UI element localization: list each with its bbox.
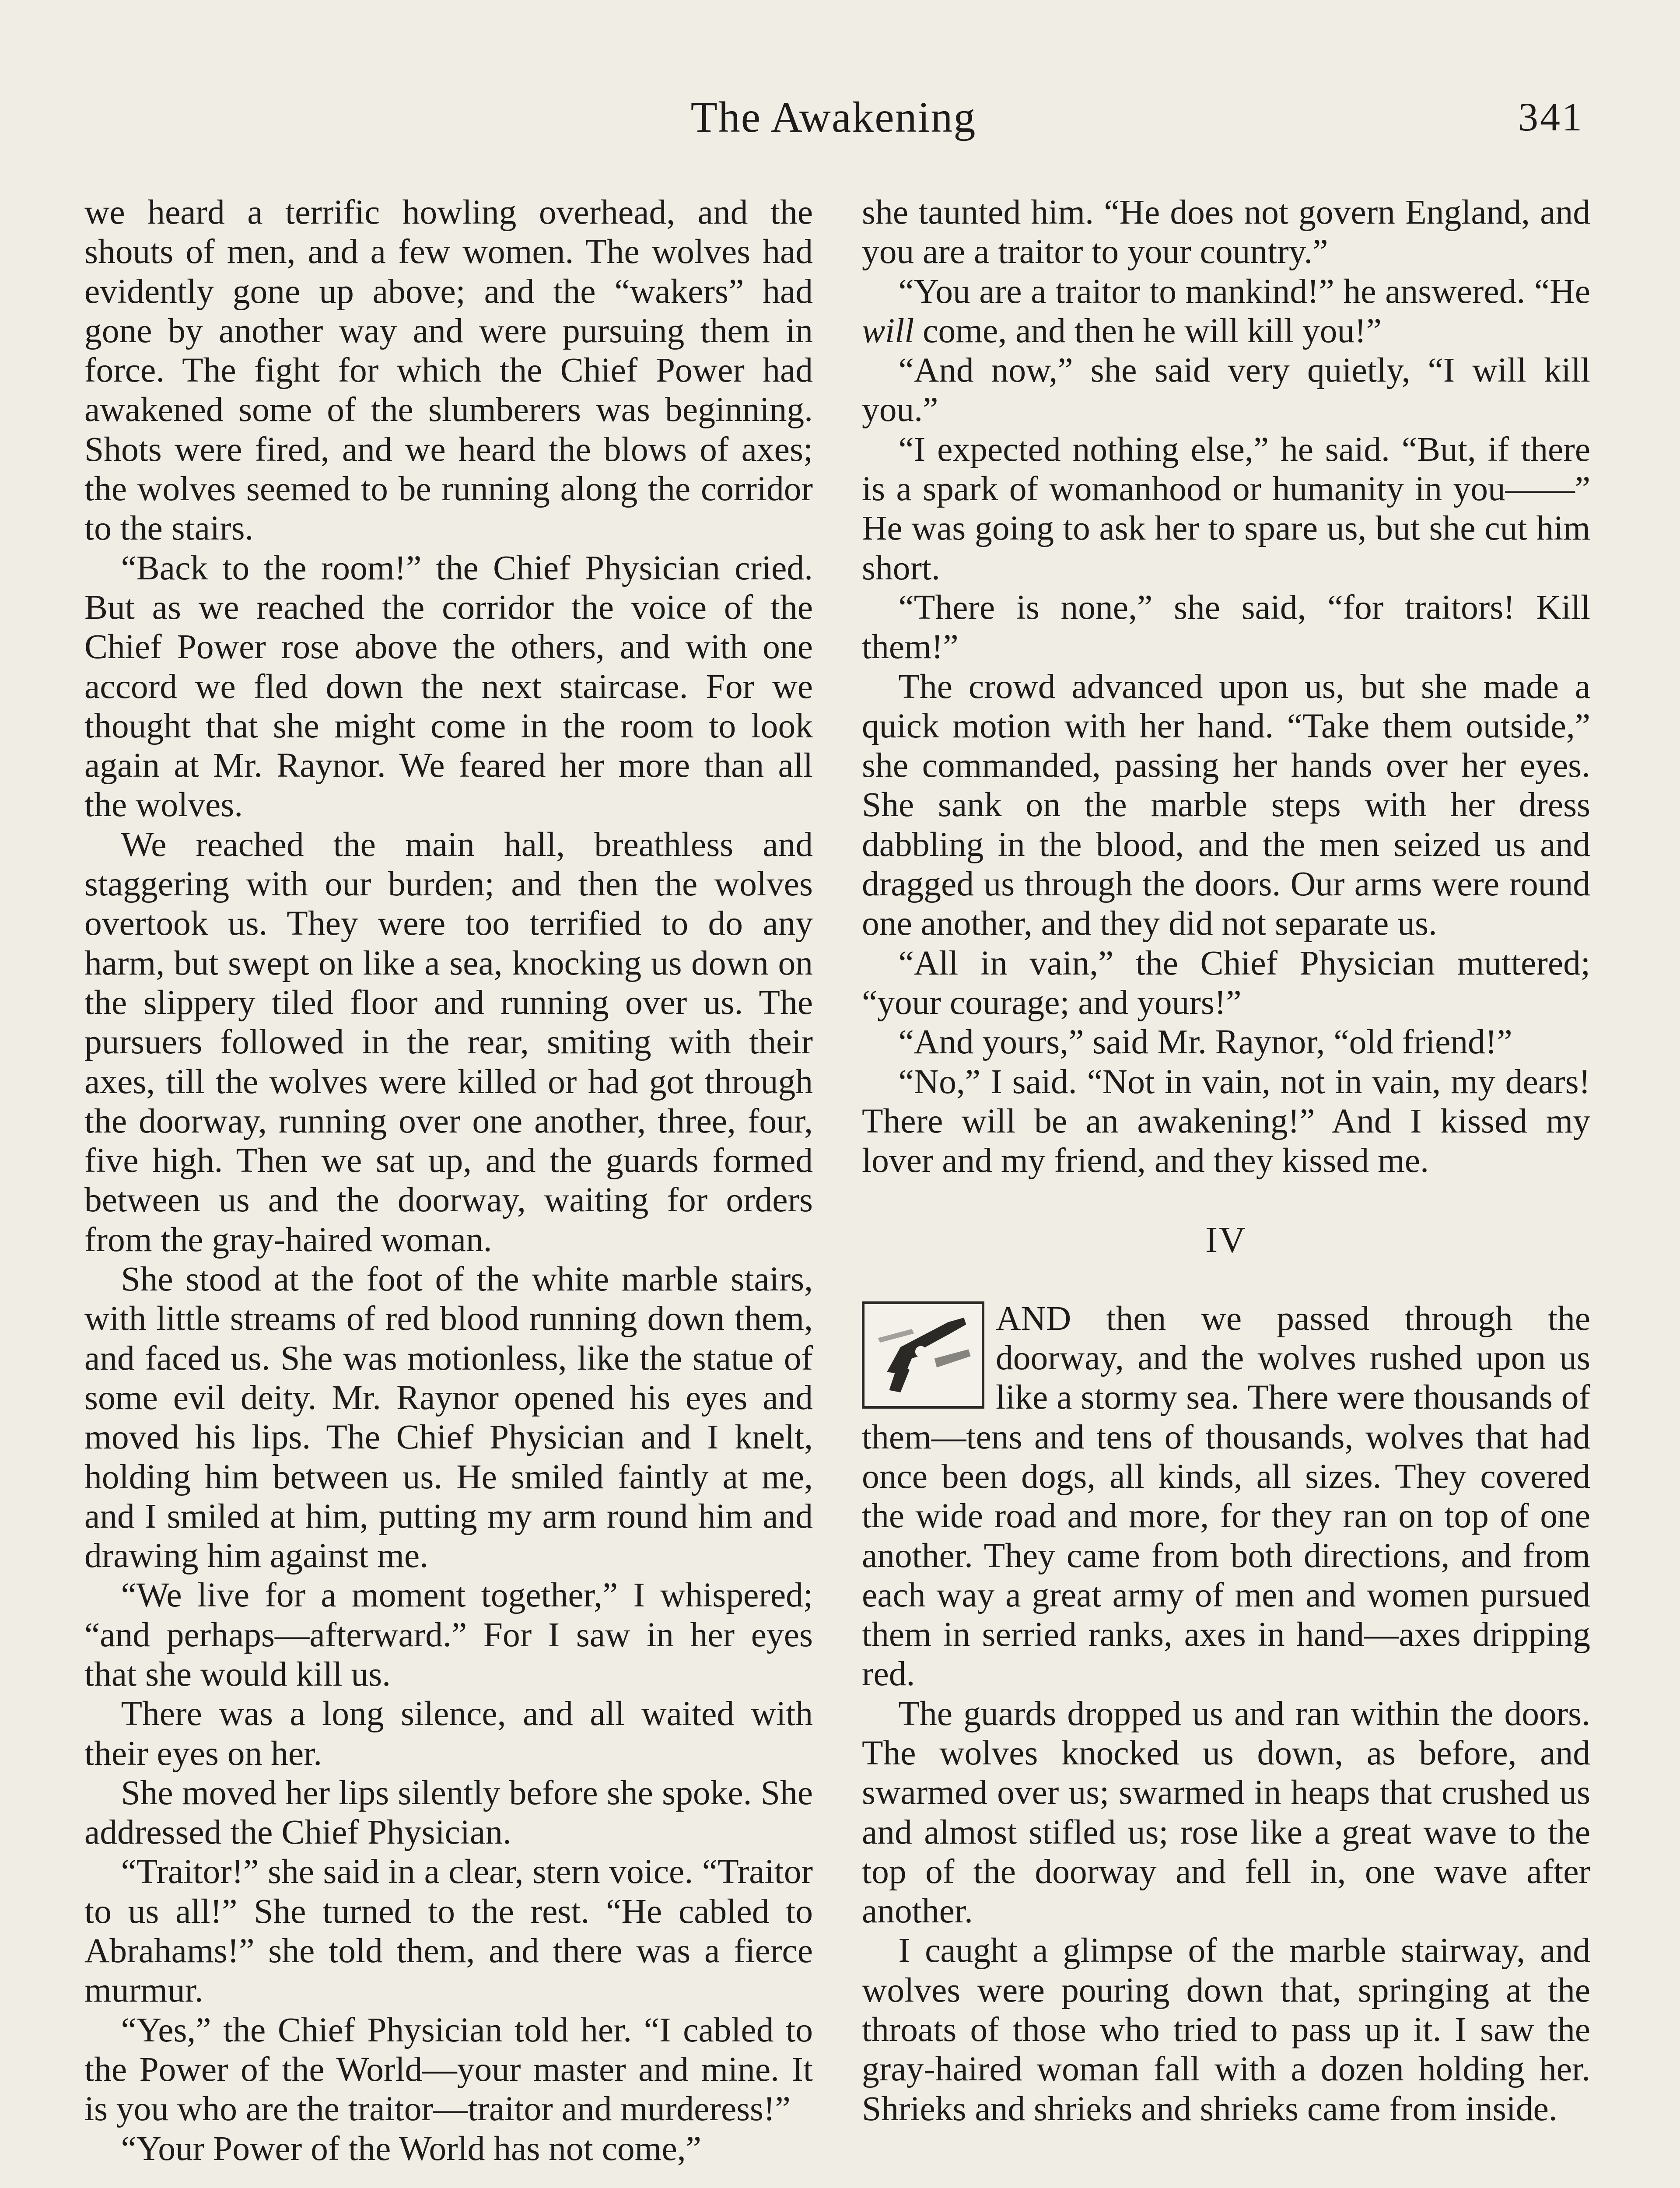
paragraph: We reached the main hall, breathless and staggering with our burden; and then the wolves overtook us. They were too terrified to do any harm, but swept on like a sea, knocking us down on the slippery tiled floor and running over us. The pursuers followed in the rear, smiting with their axes, till the wolves were killed or had got through the doorway, running over one another, three, four, five high. Then we sat up, and the guards formed between us and the doorway, waiting for orders from the gray-haired woman. — [84, 825, 813, 1259]
page-title: The Awakening — [690, 93, 976, 141]
paragraph: she taunted him. “He does not govern England, and you are a traitor to your country.” — [862, 193, 1590, 271]
text-run: come, and then he will kill you!” — [914, 311, 1382, 350]
page-number: 341 — [1518, 95, 1584, 139]
section-heading: IV — [1205, 1220, 1247, 1261]
text-run: “You are a traitor to mankind!” he answered. “He — [898, 272, 1590, 311]
pistol-ornament-icon — [862, 1301, 984, 1409]
paragraph: I caught a glimpse of the marble stairway, and wolves were pouring down that, springing at the throats of those who tried to pass up it. I saw the gray-haired woman fall with a dozen holding her. Shrieks and shrieks and shrieks came from inside. — [862, 1931, 1590, 2128]
right-column — [862, 193, 1590, 2128]
paragraph: “And now,” she said very quietly, “I will kill you.” — [862, 351, 1590, 429]
paragraph: She stood at the foot of the white marble stairs, with little streams of red blood running down them, and faced us. She was motionless, like the statue of some evil deity. Mr. Raynor opened his eyes and moved his lips. The Chief Physician and I knelt, holding him between us. He smiled faintly at me, and I smiled at him, putting my arm round him and drawing him against me. — [84, 1260, 813, 1575]
left-column — [84, 193, 813, 2168]
paragraph: She moved her lips silently before she spoke. She addressed the Chief Physician. — [84, 1773, 813, 1852]
emphasis-text: will — [862, 311, 914, 350]
paragraph: “Your Power of the World has not come,” — [121, 2129, 701, 2168]
paragraph: “Yes,” the Chief Physician told her. “I cabled to the Power of the World—your master and mine. It is you who are the traitor—traitor and murderess!” — [84, 2010, 813, 2128]
paragraph — [862, 272, 1590, 351]
paragraph: we heard a terrific howling overhead, and the shouts of men, and a few women. The wolves had evidently gone up above; and the “wakers” had gone by another way and were pursuing them in force. The fight for which the Chief Power had awakened some of the slumberers was beginning. Shots were fired, and we heard the blows of axes; the wolves seemed to be running along the corridor to the stairs. — [84, 193, 813, 548]
paragraph: “We live for a moment together,” I whispered; “and perhaps—afterward.” For I saw in her eyes that she would kill us. — [84, 1576, 813, 1694]
paragraph: There was a long silence, and all waited with their eyes on her. — [84, 1694, 813, 1773]
paragraph: “All in vain,” the Chief Physician muttered; “your courage; and yours!” — [862, 943, 1590, 1022]
paragraph: “Back to the room!” the Chief Physician cried. But as we reached the corridor the voice of the Chief Power rose above the others, and with one accord we fled down the next staircase. For we thought that she might come in the room to look again at Mr. Raynor. We feared her more than all the wolves. — [84, 548, 813, 824]
paragraph: “There is none,” she said, “for traitors! Kill them!” — [862, 588, 1590, 666]
paragraph: The guards dropped us and ran within the doors. The wolves knocked us down, as before, and swarmed over us; swarmed in heaps that crushed us and almost stifled us; rose like a great wave to the top of the doorway and fell in, one wave after another. — [862, 1694, 1590, 1931]
text-run: AND then we passed through the doorway, and the wolves rushed upon us like a stormy sea. There were thousands of them—tens and tens of thousands, wolves that had once been dogs, all kinds, all sizes. They covered the wide road and more, for they ran on top of one another. They came from both directions, and from each way a great army of men and women pursued them in serried ranks, axes in hand—axes dripping red. — [862, 1299, 1590, 1694]
paragraph: The crowd advanced upon us, but she made a quick motion with her hand. “Take them outside,” she commanded, passing her hands over her eyes. She sank on the marble steps with her dress dabbling in the blood, and the men seized us and dragged us through the doors. Our arms were round one another, and they did not separate us. — [862, 667, 1590, 943]
running-header — [83, 88, 1584, 153]
paragraph: “Traitor!” she said in a clear, stern voice. “Traitor to us all!” She turned to the rest. “He cabled to Abrahams!” she told them, and there was a fierce murmur. — [84, 1852, 813, 2010]
paragraph — [862, 1299, 1590, 1694]
paragraph: “No,” I said. “Not in vain, not in vain, my dears! There will be an awakening!” And I kissed my lover and my friend, and they kissed me. — [862, 1062, 1590, 1180]
paragraph: “And yours,” said Mr. Raynor, “old friend!” — [898, 1023, 1512, 1062]
paragraph: “I expected nothing else,” he said. “But, if there is a spark of womanhood or humanity in you——” He was going to ask her to spare us, but she cut him short. — [862, 430, 1590, 587]
